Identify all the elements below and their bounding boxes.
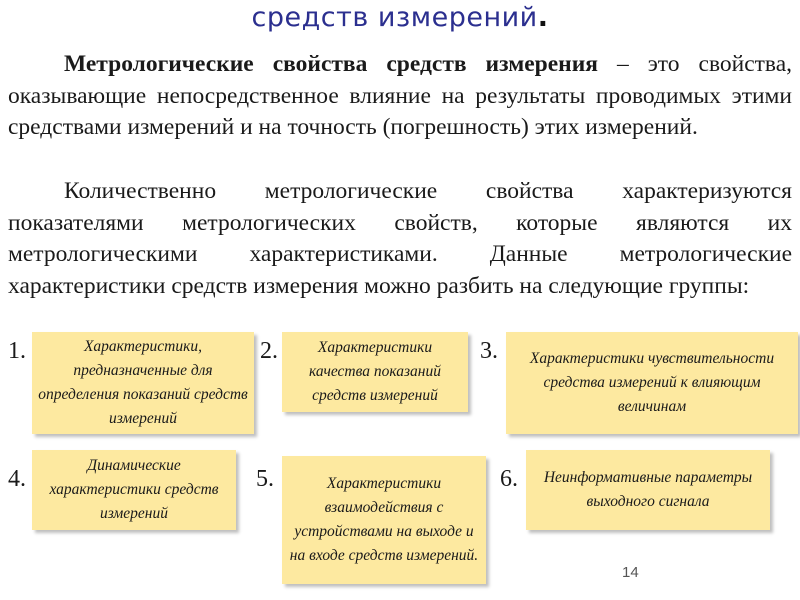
slide-title-text: средств измерений [251,2,538,33]
group-number-4: 4. [8,466,26,492]
group-box-5: Характеристики взаимодействия с устройствами на выходе и на входе средств измерений. [282,456,486,584]
group-number-1: 1. [8,338,26,364]
group-number-2: 2. [260,338,278,364]
page-number: 14 [622,564,639,581]
slide-title [0,2,800,33]
group-box-2: Характеристики качества показаний средств измерений [282,332,468,412]
group-number-5: 5. [256,466,274,492]
group-number-3: 3. [480,338,498,364]
definition-text: – это свойства, оказывающие непосредственное влияние на результаты проводимых этими средствами измерений и на точность (погрешность) этих измерений. [8,51,793,140]
paragraph-groups-intro: Количественно метрологические свойства характеризуются показателями метрологических свойств, которые являются их метрологическими характеристиками. Данные метрологические характеристики средств измерения можно разбить на следующие группы: [8,178,792,299]
group-box-3: Характеристики чувствительности средства измерений к влияющим величинам [506,332,798,434]
group-number-6: 6. [500,466,518,492]
group-box-6: Неинформативные параметры выходного сигнала [526,450,770,530]
slide-title-dot: . [537,2,549,33]
term-bold: Метрологические свойства средств измерения [64,51,598,77]
group-box-1: Характеристики, предназначенные для определения показаний средств измерений [32,332,254,434]
paragraph-definition [8,49,792,144]
group-box-4: Динамические характеристики средств измерений [32,450,236,530]
